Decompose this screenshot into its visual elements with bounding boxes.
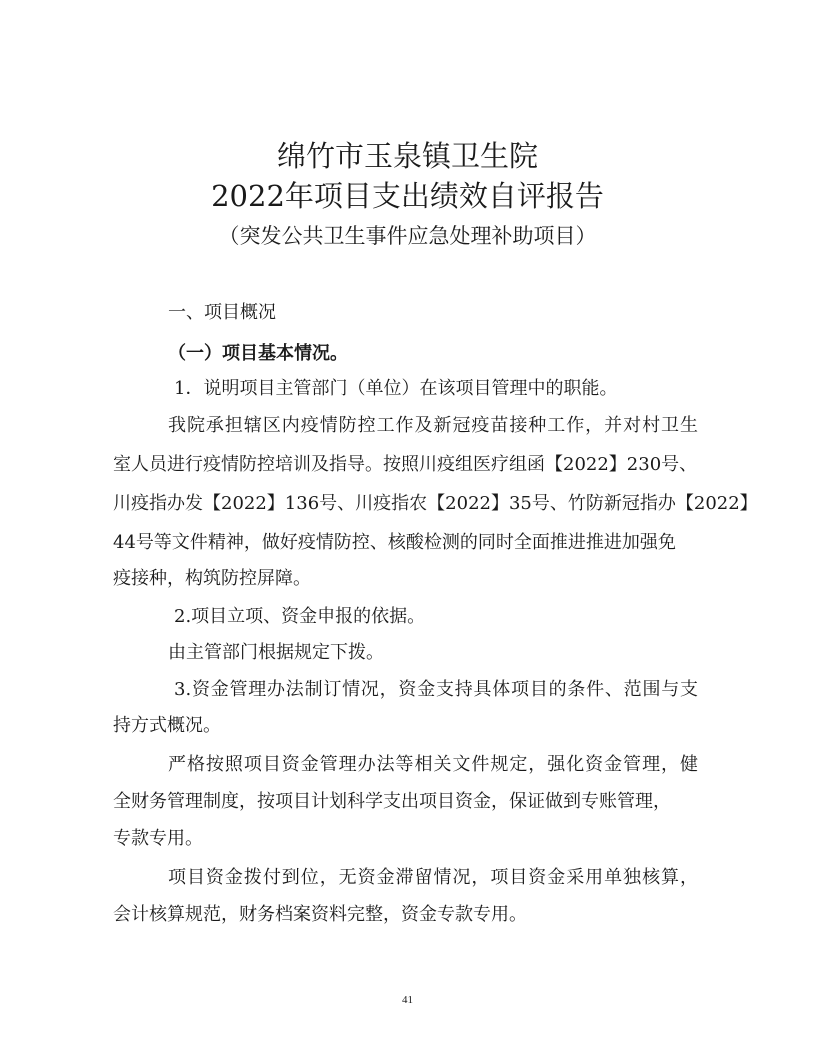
paragraph-line: 川疫指办发【2022】136号、川疫指农【2022】35号、竹防新冠指办【2022】 [113,493,758,514]
report-title-org: 绵竹市玉泉镇卫生院 [276,139,538,173]
subsection-heading-basic: （一）项目基本情况。 [168,343,348,364]
paragraph-line: 疫接种，构筑防控屏障。 [113,568,311,589]
paragraph-line: 室人员进行疫情防控培训及指导。按照川疫组医疗组函【2022】230号、 [113,454,698,475]
paragraph-line: 44号等文件精神，做好疫情防控、核酸检测的同时全面推进推进加强免 [113,532,676,553]
item-3-text: 持方式概况。 [113,715,221,736]
item-1-text: 1．说明项目主管部门（单位）在该项目管理中的职能。 [174,378,618,399]
paragraph-line: 专款专用。 [113,828,203,849]
paragraph-line: 全财务管理制度，按项目计划科学支出项目资金，保证做到专账管理， [113,791,671,812]
paragraph-line: 项目资金拨付到位，无资金滞留情况，项目资金采用单独核算， [168,867,698,888]
paragraph-line: 由主管部门根据规定下拨。 [168,642,384,663]
item-2-text: 2.项目立项、资金申报的依据。 [174,606,426,627]
paragraph-line: 我院承担辖区内疫情防控工作及新冠疫苗接种工作，并对村卫生 [168,415,698,436]
paragraph-line: 严格按照项目资金管理办法等相关文件规定，强化资金管理，健 [168,754,698,775]
item-3-text: 3.资金管理办法制订情况，资金支持具体项目的条件、范围与支 [174,679,698,700]
paragraph-line: 会计核算规范，财务档案资料完整，资金专款专用。 [113,904,527,925]
report-title-subtitle: （突发公共卫生事件应急处理补助项目） [218,224,597,248]
report-title-main: 2022年项目支出绩效自评报告 [211,179,604,213]
page-number: 41 [402,994,413,1006]
section-heading-overview: 一、项目概况 [168,302,276,323]
